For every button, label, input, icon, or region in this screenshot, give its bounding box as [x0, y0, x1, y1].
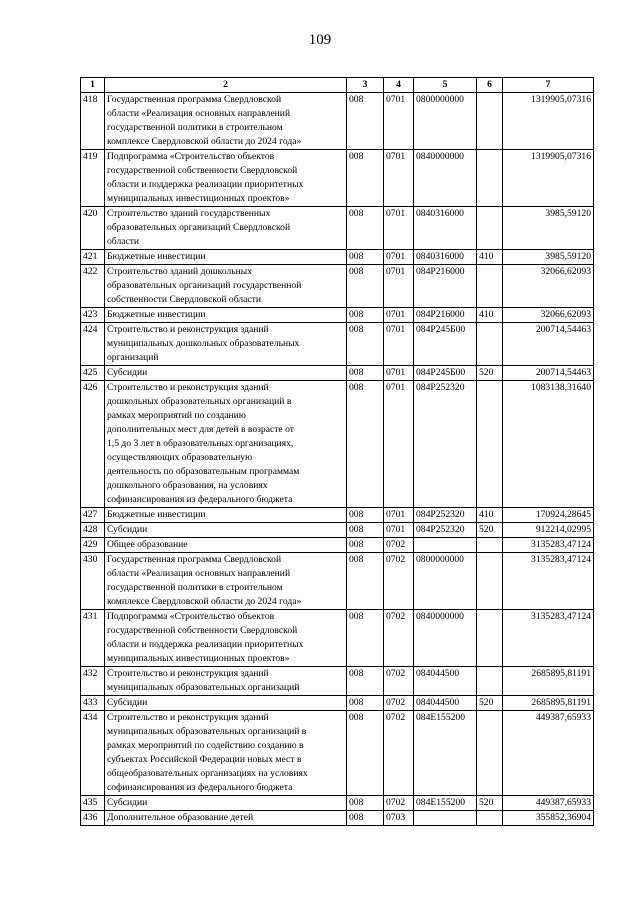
- section-code: 0702: [384, 796, 414, 811]
- row-name: [105, 711, 347, 796]
- ministry-code: 008: [347, 508, 384, 523]
- amount: 912214,02995: [503, 523, 594, 538]
- target-article-code: 084Р216000: [414, 308, 477, 323]
- target-article-code: [414, 811, 477, 826]
- row-name-line: Бюджетные инвестиции: [107, 309, 206, 320]
- row-name-line: общеобразовательных организациях на условиях: [107, 768, 308, 779]
- row-name-line: Строительство и реконструкция зданий: [107, 712, 269, 723]
- row-name-line: 1,5 до 3 лет в образовательных организациях,: [107, 438, 294, 449]
- expense-type-code: [477, 323, 503, 366]
- row-name-line: образовательных организаций государственной: [107, 280, 302, 291]
- ministry-code: 008: [347, 366, 384, 381]
- section-code: 0702: [384, 610, 414, 667]
- table-row: [81, 381, 594, 508]
- table-row: [81, 366, 594, 381]
- ministry-code: 008: [347, 323, 384, 366]
- row-name-line: Субсидии: [107, 524, 148, 535]
- row-name-line: Строительство зданий дошкольных: [107, 266, 253, 277]
- table-row: [81, 796, 594, 811]
- header-col-1: 1: [81, 78, 105, 93]
- ministry-code: 008: [347, 538, 384, 553]
- amount: 2685895,81191: [503, 667, 594, 696]
- row-name-line: Дополнительное образование детей: [107, 812, 254, 823]
- row-name: [105, 207, 347, 250]
- row-number: 425: [81, 366, 105, 381]
- row-name-line: Подпрограмма «Строительство объектов: [107, 611, 275, 622]
- page-number: 109: [308, 32, 332, 48]
- amount: 32066,62093: [503, 265, 594, 308]
- expense-type-code: 410: [477, 508, 503, 523]
- expense-type-code: 410: [477, 308, 503, 323]
- target-article-code: 084Р252320: [414, 508, 477, 523]
- table-row: [81, 538, 594, 553]
- ministry-code: 008: [347, 811, 384, 826]
- ministry-code: 008: [347, 207, 384, 250]
- table-row: [81, 308, 594, 323]
- section-code: 0701: [384, 366, 414, 381]
- target-article-code: 0840316000: [414, 250, 477, 265]
- ministry-code: 008: [347, 711, 384, 796]
- row-name: [105, 93, 347, 150]
- expense-type-code: [477, 150, 503, 207]
- section-code: 0701: [384, 150, 414, 207]
- header-col-5: 5: [414, 78, 477, 93]
- section-code: 0701: [384, 323, 414, 366]
- row-name-line: софинансирования из федерального бюджета: [107, 494, 293, 505]
- row-number: 420: [81, 207, 105, 250]
- table-row: [81, 523, 594, 538]
- amount: 449387,65933: [503, 711, 594, 796]
- row-name-line: Субсидии: [107, 367, 148, 378]
- table-row: [81, 610, 594, 667]
- row-name-line: Строительство и реконструкция зданий: [107, 382, 269, 393]
- amount: 200714,54463: [503, 323, 594, 366]
- ministry-code: 008: [347, 696, 384, 711]
- amount: 1083138,31640: [503, 381, 594, 508]
- target-article-code: 084Р216000: [414, 265, 477, 308]
- row-name-line: муниципальных образовательных организаций в: [107, 726, 307, 737]
- expense-type-code: [477, 207, 503, 250]
- row-number: 429: [81, 538, 105, 553]
- row-name-line: области и поддержка реализации приоритетных: [107, 639, 304, 650]
- section-code: 0701: [384, 381, 414, 508]
- amount: 3985,59120: [503, 207, 594, 250]
- row-name-line: софинансирования из федерального бюджета: [107, 782, 293, 793]
- row-number: 436: [81, 811, 105, 826]
- ministry-code: 008: [347, 308, 384, 323]
- section-code: 0702: [384, 696, 414, 711]
- expense-type-code: [477, 93, 503, 150]
- amount: 449387,65933: [503, 796, 594, 811]
- ministry-code: 008: [347, 610, 384, 667]
- target-article-code: [414, 538, 477, 553]
- row-name: [105, 811, 347, 826]
- row-name: [105, 696, 347, 711]
- row-name-line: Бюджетные инвестиции: [107, 251, 206, 262]
- expense-type-code: [477, 538, 503, 553]
- row-name: [105, 381, 347, 508]
- row-name: [105, 250, 347, 265]
- row-name: [105, 523, 347, 538]
- table-row: [81, 323, 594, 366]
- row-name-line: Подпрограмма «Строительство объектов: [107, 151, 275, 162]
- row-name-line: образовательных организаций Свердловской: [107, 222, 291, 233]
- row-name-line: Субсидии: [107, 797, 148, 808]
- row-name: [105, 610, 347, 667]
- row-name: [105, 308, 347, 323]
- amount: 200714,54463: [503, 366, 594, 381]
- row-name-line: комплексе Свердловской области до 2024 года»: [107, 136, 302, 147]
- amount: 3135283,47124: [503, 538, 594, 553]
- row-name-line: осуществляющих образовательную: [107, 452, 253, 463]
- expense-type-code: 520: [477, 366, 503, 381]
- row-name-line: муниципальных дошкольных образовательных: [107, 338, 300, 349]
- row-name-line: деятельность по образовательным программам: [107, 466, 300, 477]
- row-name-line: Государственная программа Свердловской: [107, 554, 282, 565]
- row-name-line: государственной собственности Свердловской: [107, 165, 298, 176]
- table-row: [81, 553, 594, 610]
- table-row: [81, 667, 594, 696]
- section-code: 0701: [384, 93, 414, 150]
- amount: 3985,59120: [503, 250, 594, 265]
- row-name-line: Строительство и реконструкция зданий: [107, 324, 269, 335]
- section-code: 0701: [384, 250, 414, 265]
- row-name-line: дошкольного образования, на условиях: [107, 480, 268, 491]
- row-name-line: Бюджетные инвестиции: [107, 509, 206, 520]
- row-name-line: рамках мероприятий по содействию созданию в: [107, 740, 304, 751]
- row-name-line: государственной политики в строительном: [107, 582, 283, 593]
- target-article-code: 084Р252320: [414, 381, 477, 508]
- section-code: 0702: [384, 553, 414, 610]
- section-code: 0701: [384, 523, 414, 538]
- ministry-code: 008: [347, 250, 384, 265]
- ministry-code: 008: [347, 150, 384, 207]
- row-number: 423: [81, 308, 105, 323]
- section-code: 0702: [384, 667, 414, 696]
- section-code: 0702: [384, 538, 414, 553]
- row-name-line: организаций: [107, 352, 159, 363]
- ministry-code: 008: [347, 381, 384, 508]
- amount: 3135283,47124: [503, 553, 594, 610]
- row-name-line: субъектах Российской Федерации новых мест в: [107, 754, 302, 765]
- header-col-2: 2: [105, 78, 347, 93]
- row-name-line: области: [107, 236, 140, 247]
- ministry-code: 008: [347, 553, 384, 610]
- table-row: [81, 93, 594, 150]
- row-name: [105, 323, 347, 366]
- row-number: 419: [81, 150, 105, 207]
- target-article-code: 084044500: [414, 696, 477, 711]
- target-article-code: 084Р245Б00: [414, 323, 477, 366]
- section-code: 0701: [384, 207, 414, 250]
- row-number: 430: [81, 553, 105, 610]
- table-row: [81, 711, 594, 796]
- amount: 2685895,81191: [503, 696, 594, 711]
- row-name-line: Общее образование: [107, 539, 188, 550]
- row-name: [105, 265, 347, 308]
- row-number: 422: [81, 265, 105, 308]
- header-col-4: 4: [384, 78, 414, 93]
- row-name-line: государственной собственности Свердловской: [107, 625, 298, 636]
- expense-type-code: [477, 553, 503, 610]
- row-name: [105, 667, 347, 696]
- expense-type-code: 520: [477, 796, 503, 811]
- row-number: 434: [81, 711, 105, 796]
- target-article-code: 084044500: [414, 667, 477, 696]
- expense-type-code: [477, 711, 503, 796]
- row-number: 424: [81, 323, 105, 366]
- section-code: 0701: [384, 265, 414, 308]
- budget-table: [80, 77, 594, 826]
- row-name-line: Строительство и реконструкция зданий: [107, 668, 269, 679]
- amount: 1319905,07316: [503, 150, 594, 207]
- header-col-7: 7: [503, 78, 594, 93]
- expense-type-code: 520: [477, 696, 503, 711]
- row-name: [105, 796, 347, 811]
- row-number: 426: [81, 381, 105, 508]
- row-name-line: дополнительных мест для детей в возрасте от: [107, 424, 294, 435]
- target-article-code: 084Р245Б00: [414, 366, 477, 381]
- section-code: 0701: [384, 508, 414, 523]
- row-name-line: государственной политики в строительном: [107, 122, 283, 133]
- row-number: 433: [81, 696, 105, 711]
- target-article-code: 084Е155200: [414, 796, 477, 811]
- table-row: [81, 696, 594, 711]
- row-number: 421: [81, 250, 105, 265]
- header-col-3: 3: [347, 78, 384, 93]
- row-name-line: муниципальных инвестиционных проектов»: [107, 193, 290, 204]
- expense-type-code: [477, 381, 503, 508]
- row-name-line: области и поддержка реализации приоритетных: [107, 179, 304, 190]
- table-row: [81, 508, 594, 523]
- expense-type-code: [477, 265, 503, 308]
- amount: 32066,62093: [503, 308, 594, 323]
- section-code: 0702: [384, 711, 414, 796]
- row-name-line: Государственная программа Свердловской: [107, 94, 282, 105]
- row-number: 431: [81, 610, 105, 667]
- header-col-6: 6: [477, 78, 503, 93]
- target-article-code: 0840000000: [414, 610, 477, 667]
- row-number: 427: [81, 508, 105, 523]
- row-name-line: области «Реализация основных направлений: [107, 108, 291, 119]
- expense-type-code: 410: [477, 250, 503, 265]
- row-number: 432: [81, 667, 105, 696]
- row-name-line: муниципальных образовательных организаций: [107, 682, 300, 693]
- target-article-code: 0800000000: [414, 93, 477, 150]
- row-name: [105, 508, 347, 523]
- row-name-line: рамках мероприятий по созданию: [107, 410, 246, 421]
- table-row: [81, 265, 594, 308]
- row-number: 428: [81, 523, 105, 538]
- table-row: [81, 250, 594, 265]
- target-article-code: 0840316000: [414, 207, 477, 250]
- row-name-line: Строительство зданий государственных: [107, 208, 271, 219]
- amount: 170924,28645: [503, 508, 594, 523]
- table-row: [81, 811, 594, 826]
- ministry-code: 008: [347, 523, 384, 538]
- table-row: [81, 207, 594, 250]
- row-name: [105, 366, 347, 381]
- row-number: 435: [81, 796, 105, 811]
- row-name-line: дошкольных образовательных организаций в: [107, 396, 292, 407]
- ministry-code: 008: [347, 265, 384, 308]
- ministry-code: 008: [347, 796, 384, 811]
- ministry-code: 008: [347, 93, 384, 150]
- target-article-code: 084Р252320: [414, 523, 477, 538]
- row-name: [105, 538, 347, 553]
- section-code: 0703: [384, 811, 414, 826]
- row-number: 418: [81, 93, 105, 150]
- amount: 1319905,07316: [503, 93, 594, 150]
- amount: 355852,36904: [503, 811, 594, 826]
- target-article-code: 0800000000: [414, 553, 477, 610]
- target-article-code: 0840000000: [414, 150, 477, 207]
- target-article-code: 084Е155200: [414, 711, 477, 796]
- amount: 3135283,47124: [503, 610, 594, 667]
- ministry-code: 008: [347, 667, 384, 696]
- table-row: [81, 150, 594, 207]
- row-name-line: области «Реализация основных направлений: [107, 568, 291, 579]
- header-row: [81, 78, 594, 93]
- row-name-line: собственности Свердловской области: [107, 294, 261, 305]
- expense-type-code: 520: [477, 523, 503, 538]
- expense-type-code: [477, 811, 503, 826]
- row-name: [105, 553, 347, 610]
- row-name-line: Субсидии: [107, 697, 148, 708]
- expense-type-code: [477, 667, 503, 696]
- row-name-line: муниципальных инвестиционных проектов»: [107, 653, 290, 664]
- row-name: [105, 150, 347, 207]
- section-code: 0701: [384, 308, 414, 323]
- row-name-line: комплексе Свердловской области до 2024 года»: [107, 596, 302, 607]
- expense-type-code: [477, 610, 503, 667]
